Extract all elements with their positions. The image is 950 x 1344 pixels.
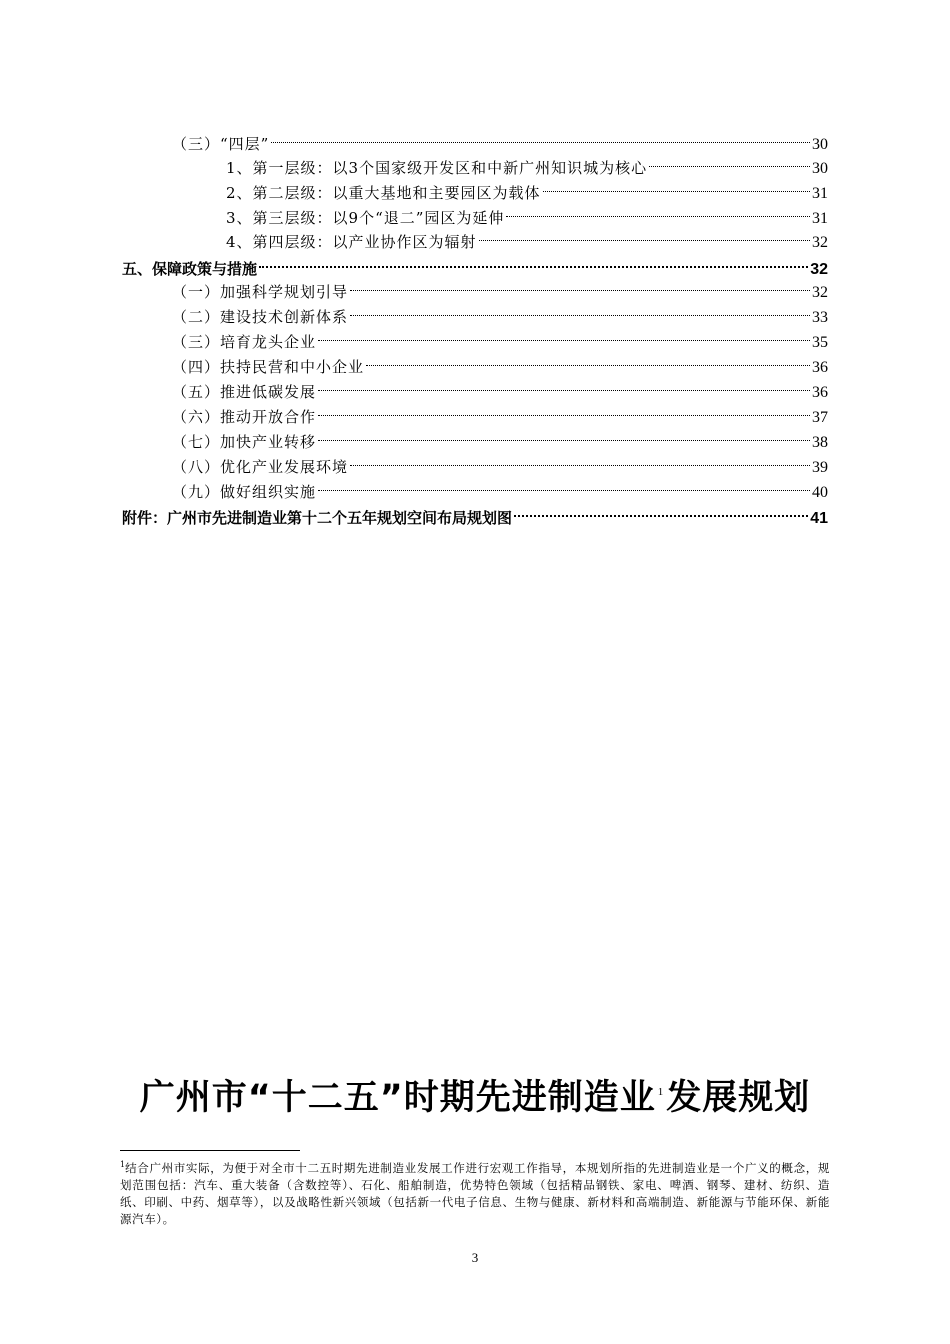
toc-entry-text: （七）加快产业转移 xyxy=(172,433,317,451)
toc-entry-page: 40 xyxy=(812,484,828,501)
toc-leader xyxy=(479,216,810,241)
toc-entry-text: 五、保障政策与措施 xyxy=(122,260,258,278)
toc-entry-text: （一）加强科学规划引导 xyxy=(172,283,349,301)
toc-entry-text: 3、第三层级：以9个“退二”园区为延伸 xyxy=(226,209,505,227)
toc-entry-page: 35 xyxy=(812,334,828,351)
toc-entry-page: 36 xyxy=(812,359,828,376)
toc-entry-text: 2、第二层级：以重大基地和主要园区为载体 xyxy=(226,184,541,202)
toc-entry-text: （三）培育龙头企业 xyxy=(172,333,317,351)
toc-entry-page: 32 xyxy=(810,261,828,278)
toc-entry-text: （四）扶持民营和中小企业 xyxy=(172,358,365,376)
toc-entry-text: （八）优化产业发展环境 xyxy=(172,458,349,476)
toc-leader xyxy=(350,441,810,466)
toc-leader xyxy=(350,291,810,316)
toc-leader xyxy=(271,118,810,143)
toc-entry-text: （三）“四层” xyxy=(172,135,270,153)
footnote-mark: 1 xyxy=(120,1160,126,1169)
toc-leader xyxy=(318,366,810,391)
toc-entry-text: 附件：广州市先进制造业第十二个五年规划空间布局规划图 xyxy=(122,509,513,527)
footnote xyxy=(120,1156,830,1228)
toc-entry-text: （二）建设技术创新体系 xyxy=(172,308,349,326)
toc-leader xyxy=(506,192,810,217)
toc-leader xyxy=(318,466,810,491)
toc-entry-appendix[interactable] xyxy=(122,497,828,527)
toc-entry-text: 1、第一层级：以3个国家级开发区和中新广州知识城为核心 xyxy=(226,159,648,177)
toc-leader xyxy=(366,341,810,366)
toc-entry-page: 32 xyxy=(812,234,828,251)
footnote-ref[interactable]: 1 xyxy=(657,1086,665,1098)
toc-entry-text: （六）推动开放合作 xyxy=(172,408,317,426)
toc-leader xyxy=(318,416,810,441)
toc-entry-page: 30 xyxy=(812,136,828,153)
toc-leader xyxy=(543,167,810,192)
toc-entry-page: 31 xyxy=(812,210,828,227)
toc-entry-page: 31 xyxy=(812,185,828,202)
toc-leader xyxy=(259,242,808,268)
toc-entry-page: 32 xyxy=(812,284,828,301)
title-text-after: 发展规划 xyxy=(666,1078,811,1118)
title-text-before: 广州市“十二五”时期先进制造业 xyxy=(139,1078,656,1118)
toc-entry-page: 30 xyxy=(812,160,828,177)
toc-entry-page: 33 xyxy=(812,309,828,326)
footnote-text: 结合广州市实际，为便于对全市十二五时期先进制造业发展工作进行宏观工作指导，本规划所指的先进制造业是一个广义的概念，规划范围包括：汽车、重大装备（含数控等）、石化、船舶制造，优势特色领域（包括精品钢铁、家电、啤酒、钢琴、建材、纺织、造纸、印刷、中药、烟草等），以及战略性新兴领域（包括新一代电子信息、生物与健康、新材料和高端制造、新能源与节能环保、新能源汽车）。 xyxy=(120,1161,830,1226)
toc-leader xyxy=(318,316,810,341)
toc-entry-text: （九）做好组织实施 xyxy=(172,483,317,501)
toc-leader xyxy=(514,491,808,517)
toc-entry-page: 41 xyxy=(810,510,828,527)
document-title xyxy=(0,1070,950,1120)
toc-entry-page: 38 xyxy=(812,434,828,451)
footnote-separator xyxy=(120,1150,300,1151)
toc-entry-page: 39 xyxy=(812,459,828,476)
toc-entry-page: 37 xyxy=(812,409,828,426)
toc-entry-text: （五）推进低碳发展 xyxy=(172,383,317,401)
toc-entry-page: 36 xyxy=(812,384,828,401)
toc-leader xyxy=(350,266,810,291)
toc-leader xyxy=(318,391,810,416)
toc-entry-text: 4、第四层级：以产业协作区为辐射 xyxy=(226,233,477,251)
page-number: 3 xyxy=(471,1250,479,1265)
toc-leader xyxy=(649,142,810,167)
